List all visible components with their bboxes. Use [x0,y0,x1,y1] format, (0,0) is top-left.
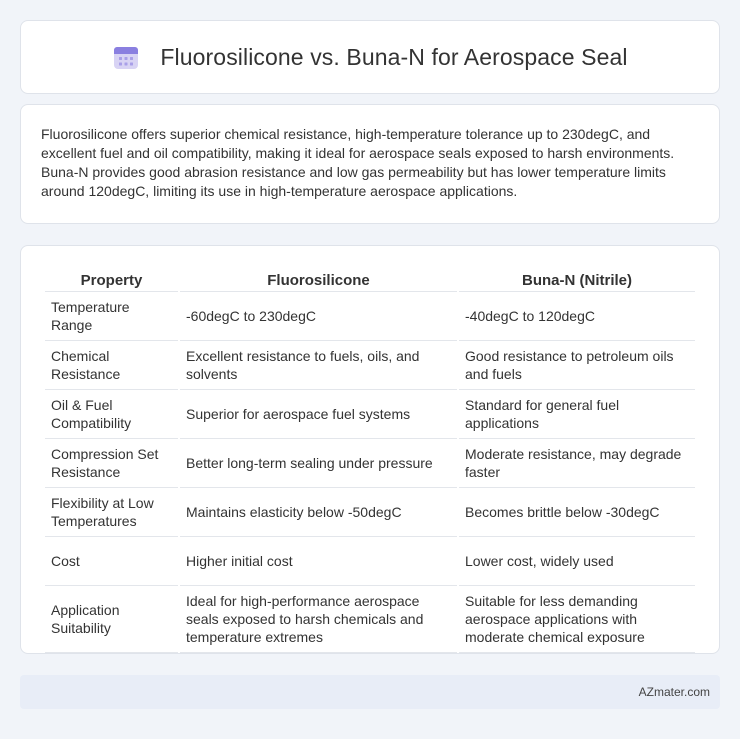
table-row [45,341,695,390]
property-cell: Application Suitability [45,586,178,653]
buna-n-cell: Standard for general fuel applications [459,390,695,439]
footer [20,675,720,709]
comparison-table-card [20,245,720,654]
property-cell: Temperature Range [45,292,178,341]
buna-n-cell: Good resistance to petroleum oils and fuels [459,341,695,390]
fluorosilicone-cell: Ideal for high-performance aerospace seals exposed to harsh chemicals and temperature extremes [180,586,457,653]
calendar-icon [112,43,140,71]
table-row [45,586,695,653]
buna-n-cell: Moderate resistance, may degrade faster [459,439,695,488]
property-cell: Oil & Fuel Compatibility [45,390,178,439]
summary-card [20,104,720,224]
page-title: Fluorosilicone vs. Buna-N for Aerospace Seal [160,43,628,70]
table-row [45,439,695,488]
buna-n-cell: -40degC to 120degC [459,292,695,341]
header-buna-n: Buna-N (Nitrile) [459,266,695,292]
table-row [45,292,695,341]
property-cell: Flexibility at Low Temperatures [45,488,178,537]
comparison-table [43,266,697,653]
property-cell: Compression Set Resistance [45,439,178,488]
summary-text: Fluorosilicone offers superior chemical resistance, high-temperature tolerance up to 230degC, and excellent fuel and oil compatibility, making it ideal for aerospace seals exposed to harsh environments. Buna-N provides good abrasion resistance and low gas permeability but has lower temperature limits around 120degC, limiting its use in high-temperature aerospace applications. [41,126,675,199]
table-row [45,537,695,586]
table-row [45,390,695,439]
fluorosilicone-cell: -60degC to 230degC [180,292,457,341]
property-cell: Cost [45,537,178,586]
fluorosilicone-cell: Excellent resistance to fuels, oils, and solvents [180,341,457,390]
title-card [20,20,720,94]
fluorosilicone-cell: Better long-term sealing under pressure [180,439,457,488]
property-cell: Chemical Resistance [45,341,178,390]
fluorosilicone-cell: Maintains elasticity below -50degC [180,488,457,537]
table-header-row [45,266,695,292]
table-row [45,488,695,537]
header-property: Property [45,266,178,292]
fluorosilicone-cell: Superior for aerospace fuel systems [180,390,457,439]
buna-n-cell: Becomes brittle below -30degC [459,488,695,537]
fluorosilicone-cell: Higher initial cost [180,537,457,586]
buna-n-cell: Lower cost, widely used [459,537,695,586]
footer-brand: AZmater.com [638,685,710,699]
header-fluorosilicone: Fluorosilicone [180,266,457,292]
buna-n-cell: Suitable for less demanding aerospace applications with moderate chemical exposure [459,586,695,653]
